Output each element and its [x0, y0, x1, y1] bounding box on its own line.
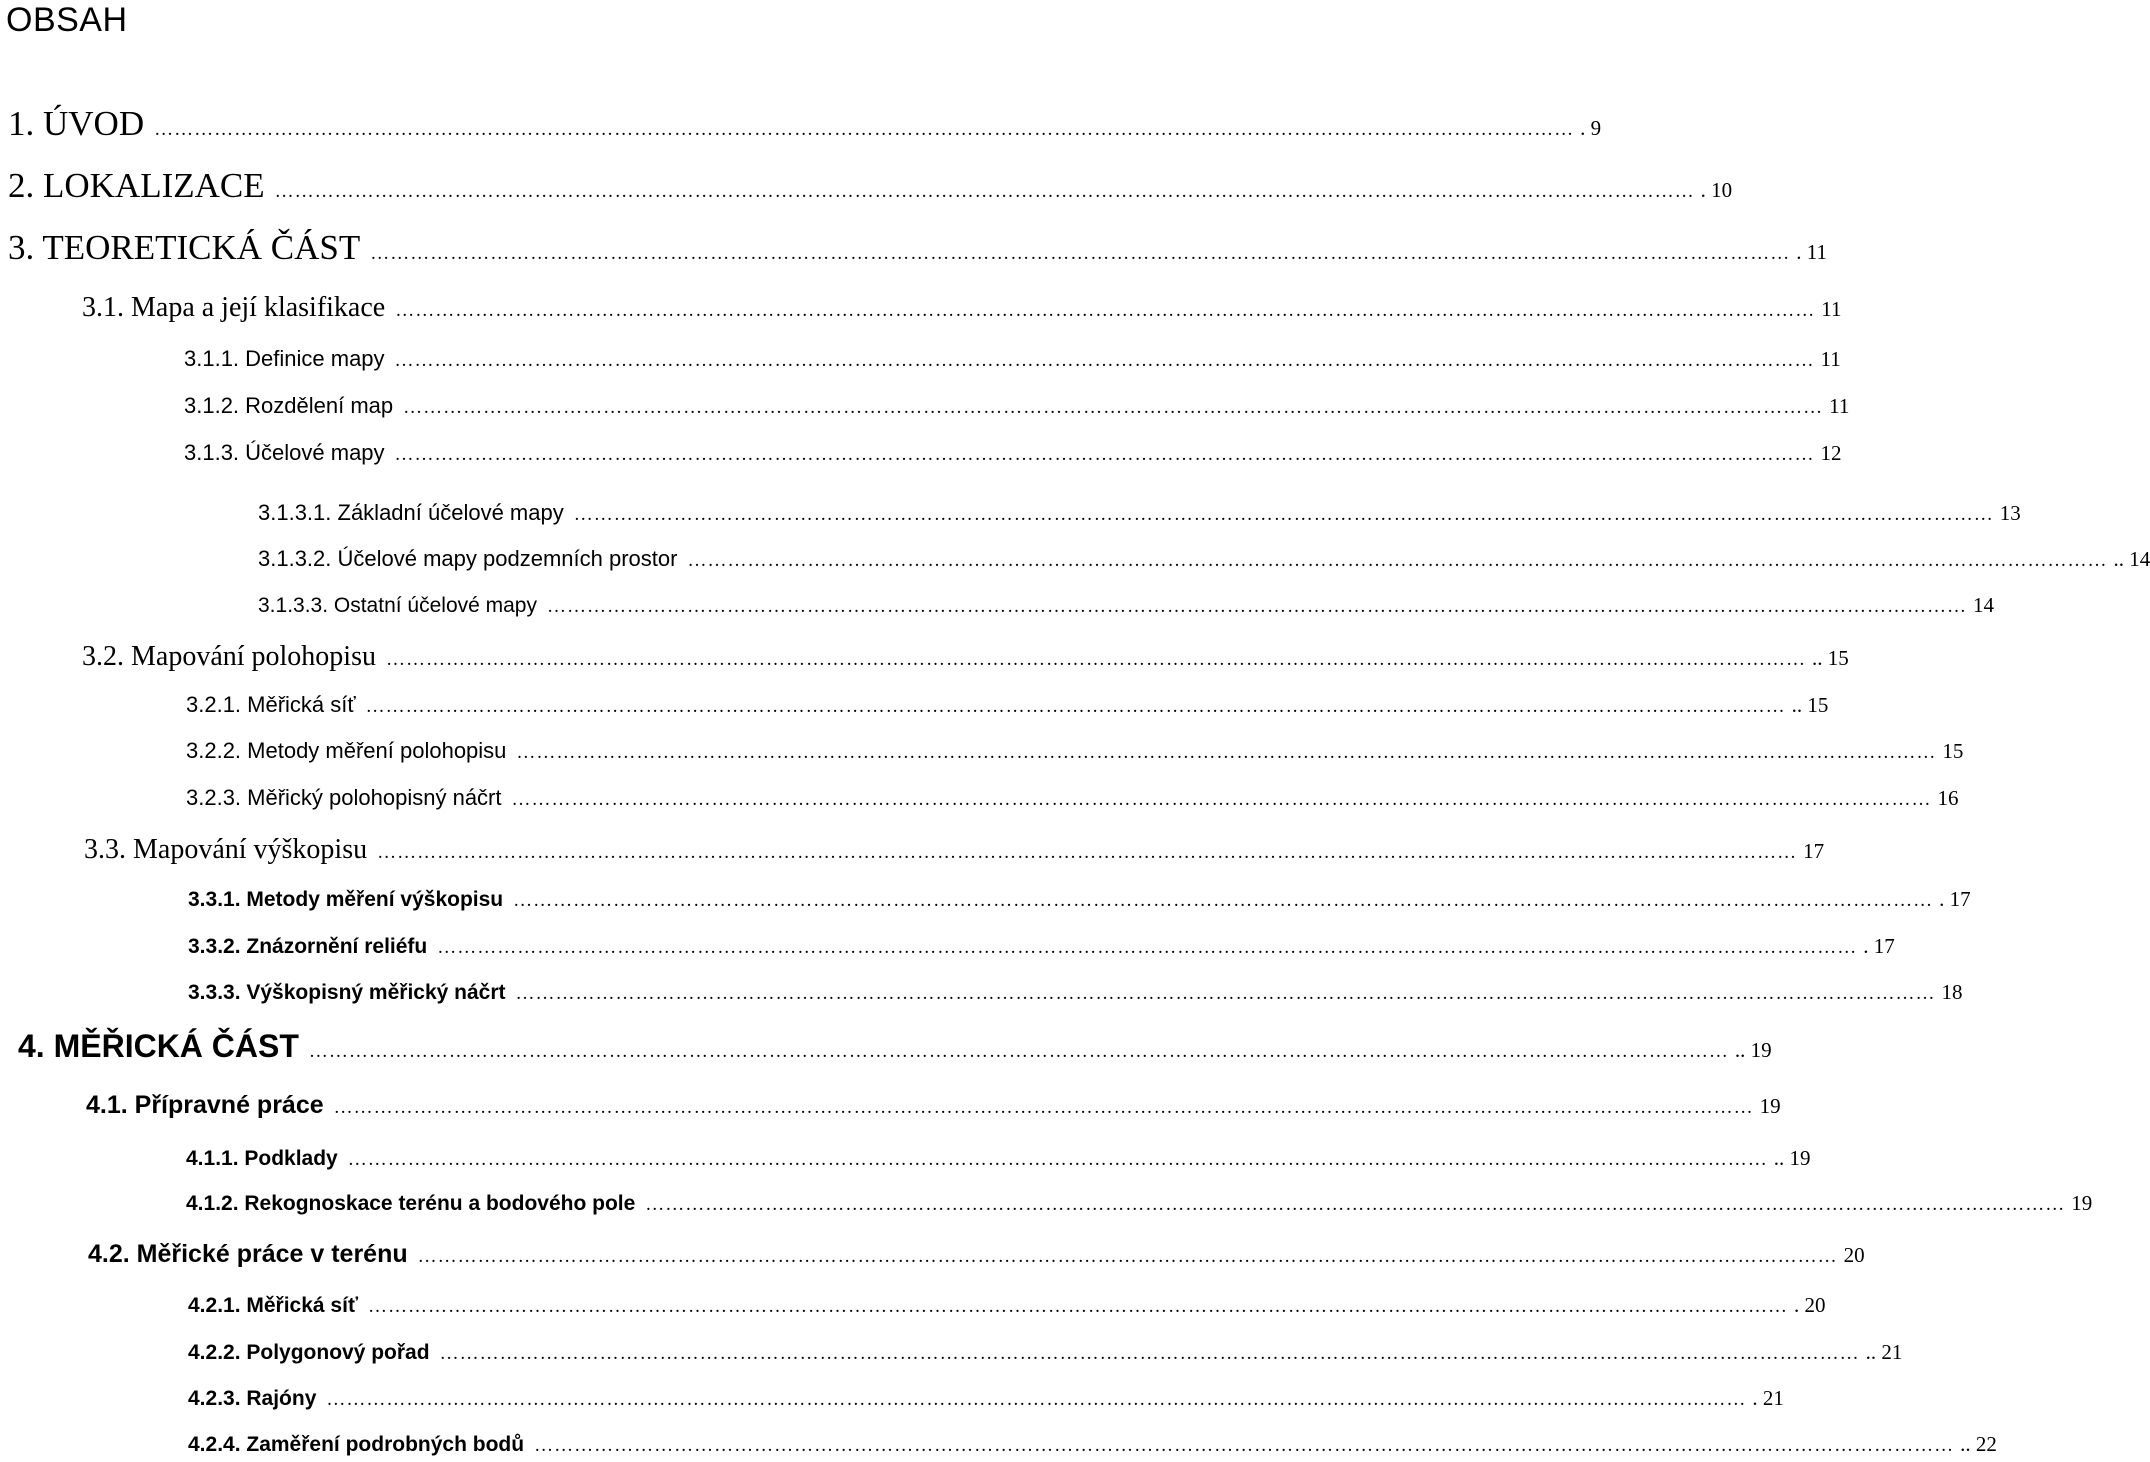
dot-leader: …………………………………………………………………………………………………………………………………………………………………………………………… [645, 1194, 2066, 1215]
toc-entry-label: 3.1.1. Definice mapy [184, 346, 385, 371]
toc-entry-label: 2. LOKALIZACE [8, 166, 265, 205]
dot-leader: …………………………………………………………………………………………………………………………………………………………………………………………… [534, 1435, 1955, 1456]
toc-entry-label: 4.1. Přípravné práce [86, 1091, 324, 1119]
dot-leader: …………………………………………………………………………………………………………………………………………………………………………………………… [154, 119, 1575, 140]
toc-entry-label: 4.2.1. Měřická síť [188, 1294, 358, 1317]
toc-entry-3-1-3-2[interactable] [258, 546, 2150, 572]
toc-entry-page: 14 [1973, 593, 1994, 617]
toc-entry-3-3-1[interactable] [188, 887, 1971, 912]
toc-entry-label: 3.1.3.3. Ostatní účelové mapy [258, 594, 537, 617]
dot-leader: …………………………………………………………………………………………………………………………………………………………………………………………… [403, 397, 1824, 418]
toc-entry-2[interactable] [8, 166, 1733, 206]
toc-entry-page: 11 [1820, 347, 1841, 371]
page-title: OBSAH [6, 1, 128, 39]
toc-entry-3-3[interactable] [84, 834, 1825, 866]
toc-entry-page: . 10 [1700, 178, 1733, 202]
toc-entry-label: 4.2.2. Polygonový pořad [188, 1341, 430, 1364]
toc-entry-page: . 11 [1796, 240, 1828, 264]
dot-leader: …………………………………………………………………………………………………………………………………………………………………………………………… [573, 504, 1994, 525]
dot-leader: …………………………………………………………………………………………………………………………………………………………………………………………… [394, 350, 1815, 371]
toc-entry-label: 4.2.3. Rajóny [188, 1387, 317, 1410]
toc-entry-page: 17 [1803, 839, 1825, 863]
toc-entry-4-2-1[interactable] [188, 1293, 1826, 1318]
toc-entry-label: 3.3. Mapování výškopisu [84, 834, 368, 865]
toc-entry-4-2-2[interactable] [188, 1340, 1903, 1365]
toc-entry-page: .. 22 [1960, 1432, 1997, 1456]
toc-entry-page: 20 [1843, 1243, 1865, 1267]
toc-entry-page: .. 15 [1812, 646, 1849, 670]
toc-entry-4-1-2[interactable] [186, 1191, 2093, 1216]
toc-entry-3-2-3[interactable] [186, 785, 1959, 811]
toc-entry-page: 18 [1941, 980, 1963, 1004]
toc-entry-3-1-3-3[interactable] [258, 593, 1994, 618]
toc-entry-4-2-4[interactable] [188, 1432, 1997, 1457]
toc-entry-label: 3.1.3.2. Účelové mapy podzemních prostor [258, 546, 678, 571]
toc-entry-label: 3.2.1. Měřická síť [186, 692, 356, 717]
toc-entry-label: 1. ÚVOD [8, 104, 145, 143]
toc-entry-label: 4. MĚŘICKÁ ČÁST [18, 1028, 299, 1064]
toc-entry-4-2-3[interactable] [188, 1386, 1784, 1411]
toc-entry-4-1-1[interactable] [186, 1146, 1811, 1171]
toc-entry-page: . 9 [1580, 116, 1602, 140]
toc-entry-3-1-2[interactable] [184, 393, 1850, 419]
dot-leader: …………………………………………………………………………………………………………………………………………………………………………………………… [547, 596, 1967, 617]
dot-leader: …………………………………………………………………………………………………………………………………………………………………………………………… [439, 1343, 1860, 1364]
toc-entry-page: .. 14 [2113, 547, 2150, 571]
toc-entry-page: . 17 [1863, 934, 1895, 958]
toc-entry-label: 3.1.3.1. Základní účelové mapy [258, 500, 564, 525]
toc-entry-label: 3.1.3. Účelové mapy [184, 440, 385, 465]
toc-entry-3-1-1[interactable] [184, 346, 1841, 372]
toc-entry-page: . 20 [1794, 1293, 1826, 1317]
dot-leader: …………………………………………………………………………………………………………………………………………………………………………………………… [308, 1041, 1729, 1062]
dot-leader: …………………………………………………………………………………………………………………………………………………………………………………………… [326, 1389, 1747, 1410]
toc-entry-4-1[interactable] [86, 1091, 1781, 1120]
toc-entry-3-3-2[interactable] [188, 934, 1895, 959]
toc-entry-page: .. 15 [1791, 693, 1829, 717]
dot-leader: …………………………………………………………………………………………………………………………………………………………………………………………… [394, 444, 1815, 465]
toc-entry-page: .. 19 [1734, 1038, 1772, 1062]
toc-entry-page: . 21 [1752, 1386, 1784, 1410]
toc-entry-3-1-3-1[interactable] [258, 500, 2021, 526]
dot-leader: …………………………………………………………………………………………………………………………………………………………………………………………… [687, 550, 2108, 571]
toc-entry-3[interactable] [8, 228, 1828, 268]
dot-leader: …………………………………………………………………………………………………………………………………………………………………………………………… [511, 789, 1932, 810]
dot-leader: …………………………………………………………………………………………………………………………………………………………………………………………… [386, 649, 1806, 670]
toc-entry-3-1-3[interactable] [184, 440, 1842, 466]
toc-entry-label: 3.2. Mapování polohopisu [82, 641, 376, 672]
toc-entry-page: . 17 [1939, 887, 1971, 911]
toc-entry-page: 19 [2071, 1191, 2093, 1215]
toc-entry-page: 12 [1820, 441, 1842, 465]
toc-entry-label: 4.2. Měřické práce v terénu [88, 1240, 408, 1268]
toc-entry-label: 3.3.2. Znázornění reliéfu [188, 935, 428, 958]
toc-entry-page: .. 21 [1865, 1340, 1903, 1364]
toc-entry-label: 4.1.2. Rekognoskace terénu a bodového pole [186, 1192, 636, 1215]
toc-entry-label: 3. TEORETICKÁ ČÁST [8, 228, 361, 267]
toc-entry-3-2-2[interactable] [186, 738, 1964, 764]
toc-entry-label: 3.2.3. Měřický polohopisný náčrt [186, 785, 502, 810]
dot-leader: …………………………………………………………………………………………………………………………………………………………………………………………… [395, 300, 1816, 321]
dot-leader: …………………………………………………………………………………………………………………………………………………………………………………………… [274, 181, 1695, 202]
toc-entry-label: 3.3.3. Výškopisný měřický náčrt [188, 981, 506, 1004]
toc-entry-page: .. 19 [1773, 1146, 1811, 1170]
dot-leader: …………………………………………………………………………………………………………………………………………………………………………………………… [333, 1097, 1754, 1118]
dot-leader: …………………………………………………………………………………………………………………………………………………………………………………………… [515, 983, 1936, 1004]
dot-leader: …………………………………………………………………………………………………………………………………………………………………………………………… [368, 1296, 1788, 1317]
toc-entry-label: 3.1.2. Rozdělení map [184, 393, 394, 418]
toc-entry-page: 11 [1829, 394, 1850, 418]
toc-entry-label: 3.1. Mapa a její klasifikace [82, 292, 386, 323]
toc-entry-3-3-3[interactable] [188, 980, 1963, 1005]
toc-entry-3-1[interactable] [82, 292, 1842, 324]
dot-leader: …………………………………………………………………………………………………………………………………………………………………………………………… [417, 1246, 1838, 1267]
toc-entry-page: 19 [1759, 1094, 1781, 1118]
dot-leader: …………………………………………………………………………………………………………………………………………………………………………………………… [365, 696, 1786, 717]
dot-leader: …………………………………………………………………………………………………………………………………………………………………………………………… [347, 1149, 1768, 1170]
dot-leader: …………………………………………………………………………………………………………………………………………………………………………………………… [370, 243, 1791, 264]
toc-entry-page: 16 [1937, 786, 1959, 810]
dot-leader: …………………………………………………………………………………………………………………………………………………………………………………………… [513, 890, 1934, 911]
toc-entry-3-2[interactable] [82, 641, 1849, 673]
toc-entry-page: 15 [1942, 739, 1964, 763]
toc-entry-label: 3.2.2. Metody měření polohopisu [186, 738, 507, 763]
toc-entry-page: 11 [1821, 297, 1842, 321]
toc-entry-1[interactable] [8, 104, 1602, 144]
toc-entry-label: 3.3.1. Metody měření výškopisu [188, 888, 504, 911]
toc-entry-label: 4.2.4. Zaměření podrobných bodů [188, 1433, 525, 1456]
toc-entry-page: 13 [1999, 501, 2021, 525]
dot-leader: …………………………………………………………………………………………………………………………………………………………………………………………… [437, 937, 1858, 958]
dot-leader: …………………………………………………………………………………………………………………………………………………………………………………………… [377, 842, 1798, 863]
toc-entry-label: 4.1.1. Podklady [186, 1147, 338, 1170]
dot-leader: …………………………………………………………………………………………………………………………………………………………………………………………… [516, 742, 1937, 763]
toc-entry-4[interactable] [18, 1028, 1772, 1065]
toc-entry-4-2[interactable] [88, 1240, 1865, 1269]
toc-entry-3-2-1[interactable] [186, 692, 1829, 718]
